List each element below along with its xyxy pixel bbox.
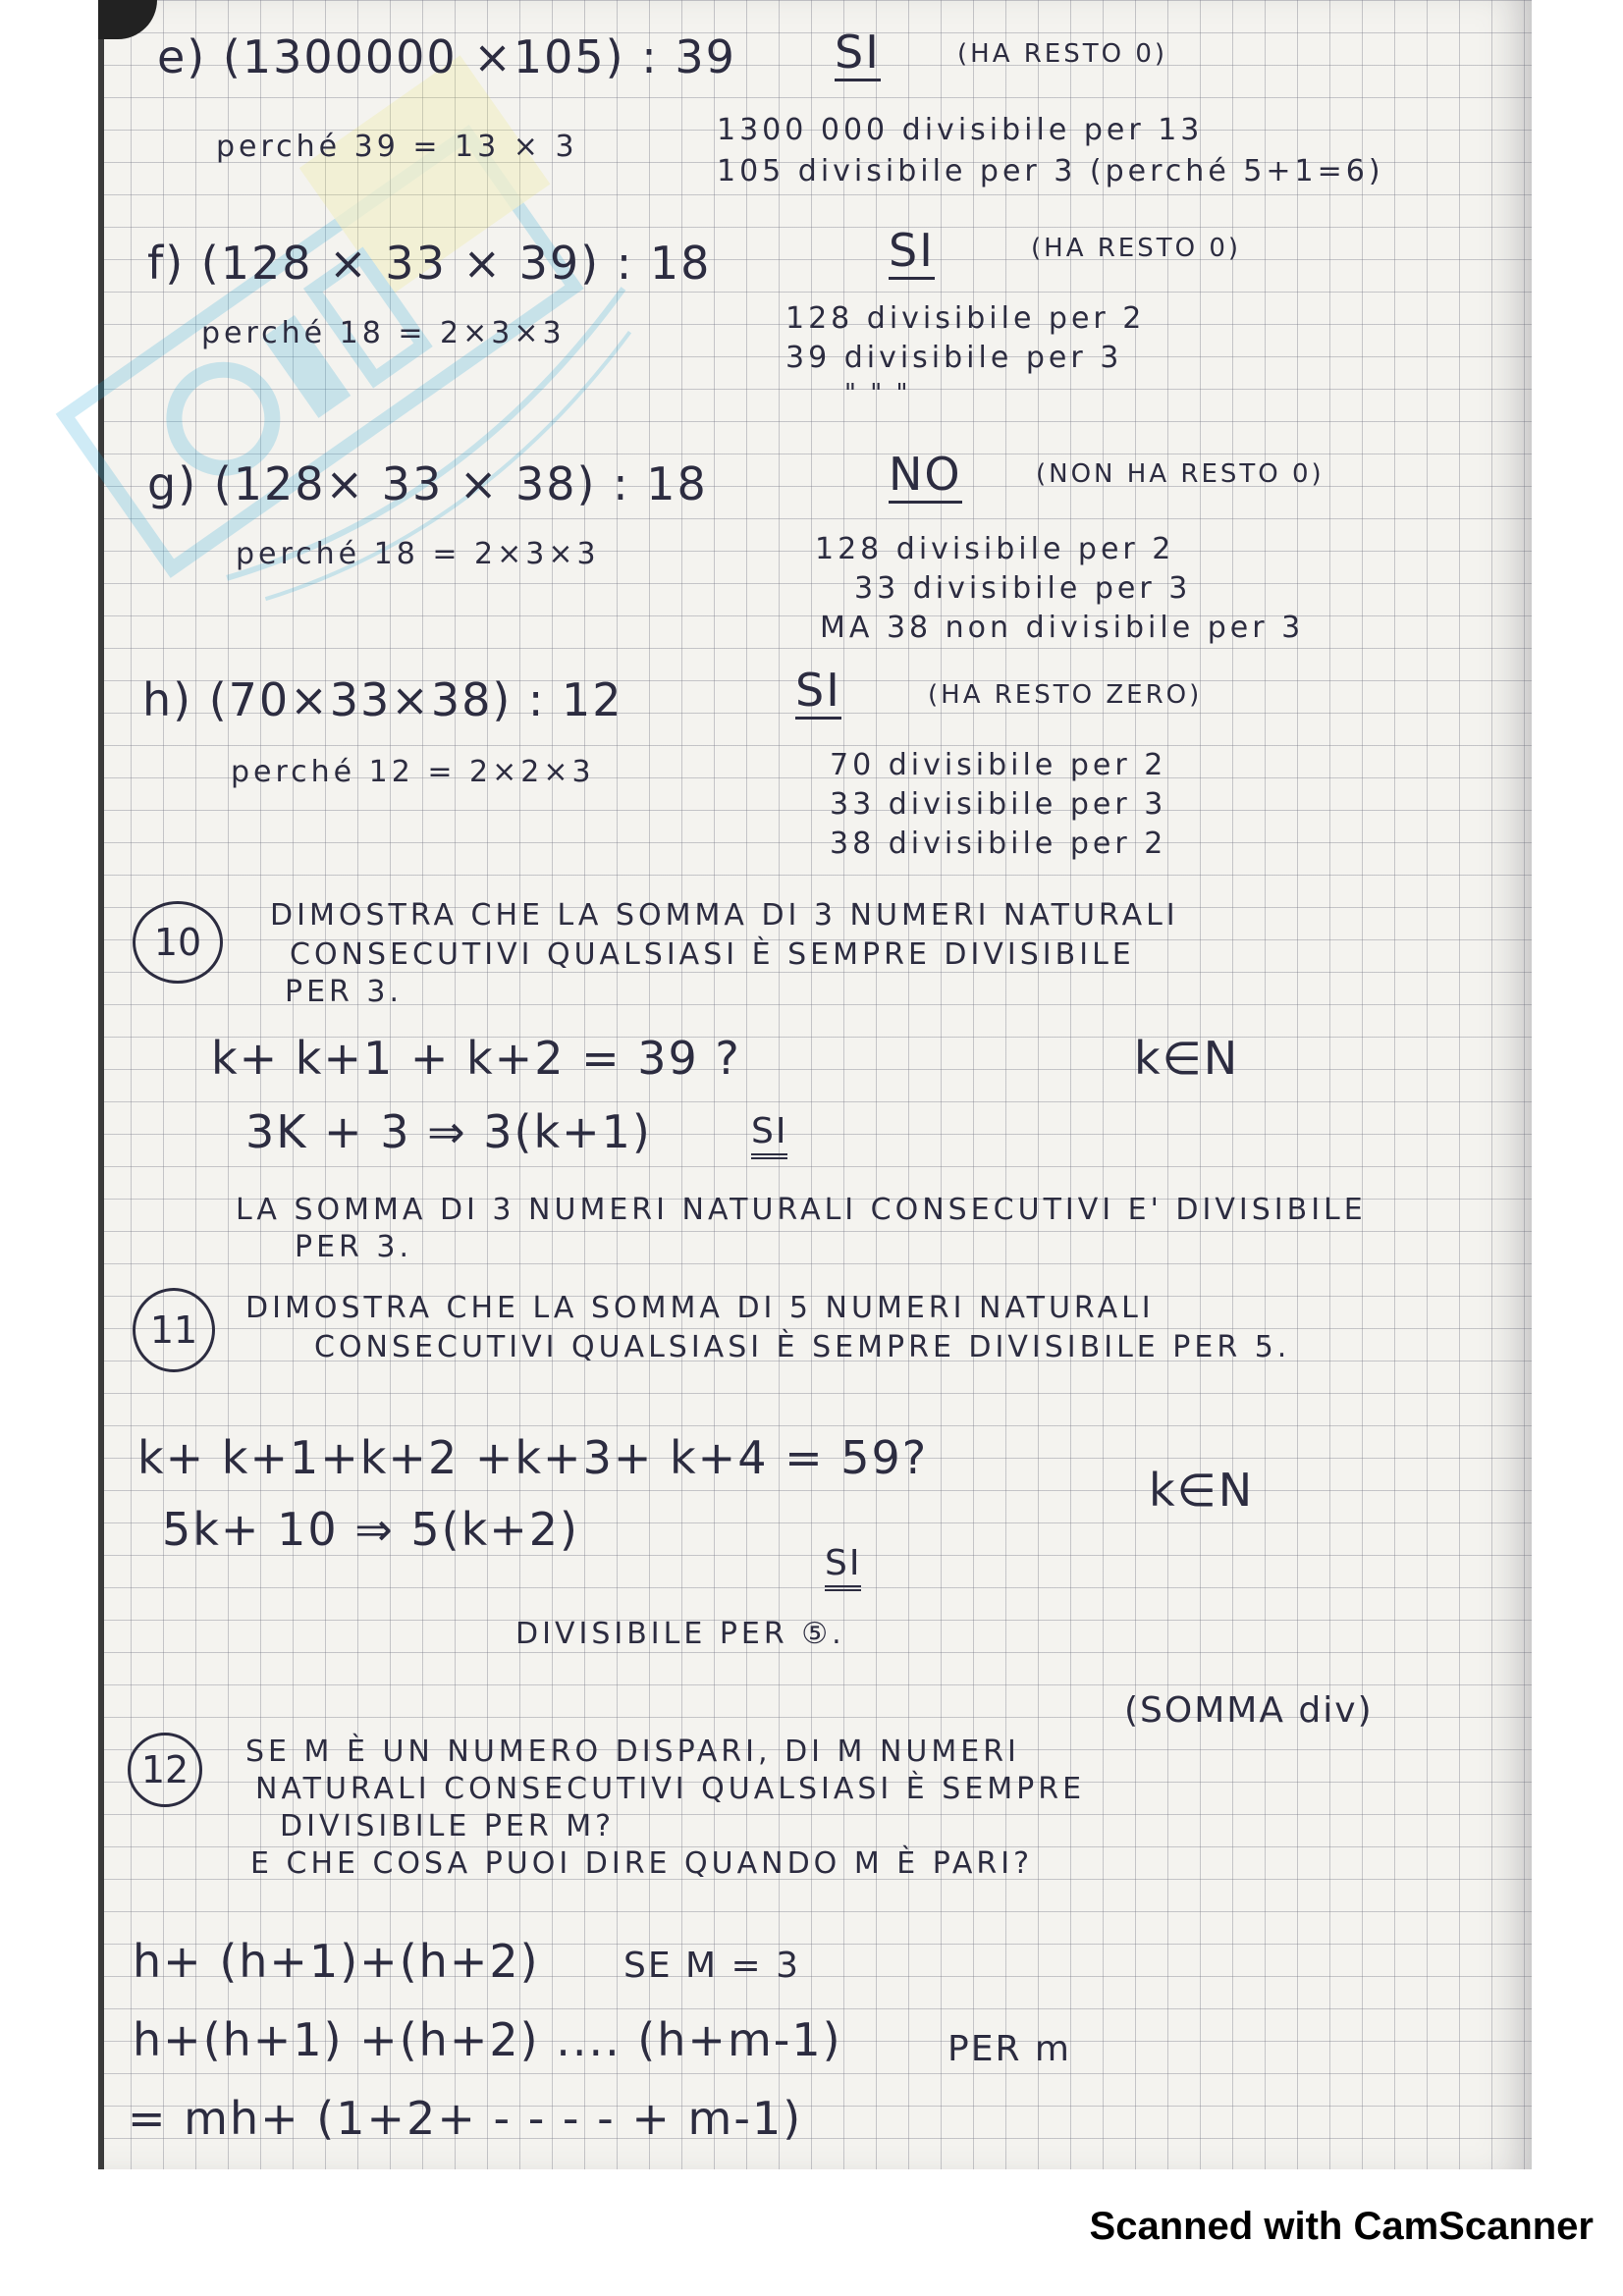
exercise-10-text-line-1: DIMOSTRA CHE LA SOMMA DI 3 NUMERI NATURALI <box>270 898 1179 933</box>
exercise-10-conclusion-line-2: PER 3. <box>295 1230 413 1264</box>
exercise-e-note: (HA RESTO 0) <box>957 39 1168 69</box>
exercise-f-reason-line-3: " " " <box>844 379 911 408</box>
exercise-12-equation-3: = mh+ (1+2+ - - - - + m-1) <box>128 2092 803 2145</box>
exercise-12-condition: SE M = 3 <box>623 1946 801 1986</box>
exercise-12-text-line-1: SE M È UN NUMERO DISPARI, DI M NUMERI <box>245 1735 1020 1769</box>
exercise-g-note: (NON HA RESTO 0) <box>1036 459 1325 489</box>
exercise-10-domain: k∈N <box>1134 1032 1240 1085</box>
exercise-10-text-line-3: PER 3. <box>285 975 404 1009</box>
scanner-footer: Scanned with CamScanner <box>1089 2205 1594 2248</box>
exercise-10-text-line-2: CONSECUTIVI QUALSIASI È SEMPRE DIVISIBILE <box>290 937 1135 972</box>
exercise-g-answer: NO <box>889 452 962 504</box>
exercise-g-reason: perché 18 = 2×3×3 <box>236 537 600 571</box>
exercise-f-reason: perché 18 = 2×3×3 <box>201 316 566 350</box>
exercise-12-text-line-3: DIVISIBILE PER M? <box>280 1809 616 1843</box>
exercise-g-reason-line-1: 128 divisibile per 2 <box>815 532 1175 566</box>
exercise-e-reason-line-2: 105 divisibile per 3 (perché 5+1=6) <box>717 154 1384 188</box>
exercise-10-answer: SI <box>751 1114 787 1159</box>
exercise-11-text-line-2: CONSECUTIVI QUALSIASI È SEMPRE DIVISIBILE PER 5. <box>314 1330 1291 1364</box>
exercise-f-note: (HA RESTO 0) <box>1031 234 1242 263</box>
exercise-f-expression: f) (128 × 33 × 39) : 18 <box>147 237 712 290</box>
exercise-e-expression: e) (1300000 ×105) : 39 <box>157 30 736 83</box>
exercise-g-expression: g) (128× 33 × 38) : 18 <box>147 457 708 510</box>
exercise-10-conclusion-line-1: LA SOMMA DI 3 NUMERI NATURALI CONSECUTIVI E' DIVISIBILE <box>236 1193 1367 1227</box>
exercise-h-reason-line-2: 33 divisibile per 3 <box>830 787 1167 822</box>
exercise-g-reason-line-2: 33 divisibile per 3 <box>854 571 1192 606</box>
exercise-12-equation-1: h+ (h+1)+(h+2) <box>133 1935 540 1988</box>
exercise-10-number: 10 <box>133 901 223 984</box>
exercise-11-answer: SI <box>825 1546 861 1591</box>
exercise-h-answer: SI <box>795 667 841 720</box>
exercise-g-reason-line-3: MA 38 non divisibile per 3 <box>820 611 1305 645</box>
exercise-11-domain: k∈N <box>1149 1464 1255 1517</box>
exercise-f-answer: SI <box>889 228 935 280</box>
exercise-12-side-note: (SOMMA div) <box>1124 1690 1374 1731</box>
exercise-11-equation-1: k+ k+1+k+2 +k+3+ k+4 = 59? <box>137 1431 929 1484</box>
exercise-12-equation-2: h+(h+1) +(h+2) .... (h+m-1) <box>133 2013 842 2066</box>
exercise-f-reason-line-2: 39 divisibile per 3 <box>785 341 1123 375</box>
exercise-f-reason-line-1: 128 divisibile per 2 <box>785 301 1146 336</box>
exercise-10-equation-2: 3K + 3 ⇒ 3(k+1) <box>245 1105 652 1158</box>
exercise-h-reason-line-1: 70 divisibile per 2 <box>830 748 1167 782</box>
exercise-12-per-m: PER m <box>947 2029 1071 2069</box>
exercise-e-answer: SI <box>835 29 881 81</box>
exercise-10-equation-1: k+ k+1 + k+2 = 39 ? <box>211 1032 741 1085</box>
exercise-12-text-line-2: NATURALI CONSECUTIVI QUALSIASI È SEMPRE <box>255 1772 1086 1806</box>
exercise-12-number: 12 <box>128 1733 202 1807</box>
exercise-h-expression: h) (70×33×38) : 12 <box>142 673 623 726</box>
exercise-h-note: (HA RESTO ZERO) <box>928 680 1203 710</box>
exercise-11-equation-2: 5k+ 10 ⇒ 5(k+2) <box>162 1503 579 1556</box>
exercise-11-text-line-1: DIMOSTRA CHE LA SOMMA DI 5 NUMERI NATURALI <box>245 1291 1155 1325</box>
exercise-h-reason: perché 12 = 2×2×3 <box>231 755 595 789</box>
exercise-11-number: 11 <box>133 1288 215 1372</box>
exercise-12-text-line-4: E CHE COSA PUOI DIRE QUANDO M È PARI? <box>250 1846 1034 1881</box>
exercise-h-reason-line-3: 38 divisibile per 2 <box>830 827 1167 861</box>
exercise-11-conclusion: DIVISIBILE PER ⑤. <box>515 1617 845 1651</box>
exercise-e-reason-line-1: 1300 000 divisibile per 13 <box>717 113 1204 147</box>
exercise-e-reason: perché 39 = 13 × 3 <box>216 130 578 164</box>
